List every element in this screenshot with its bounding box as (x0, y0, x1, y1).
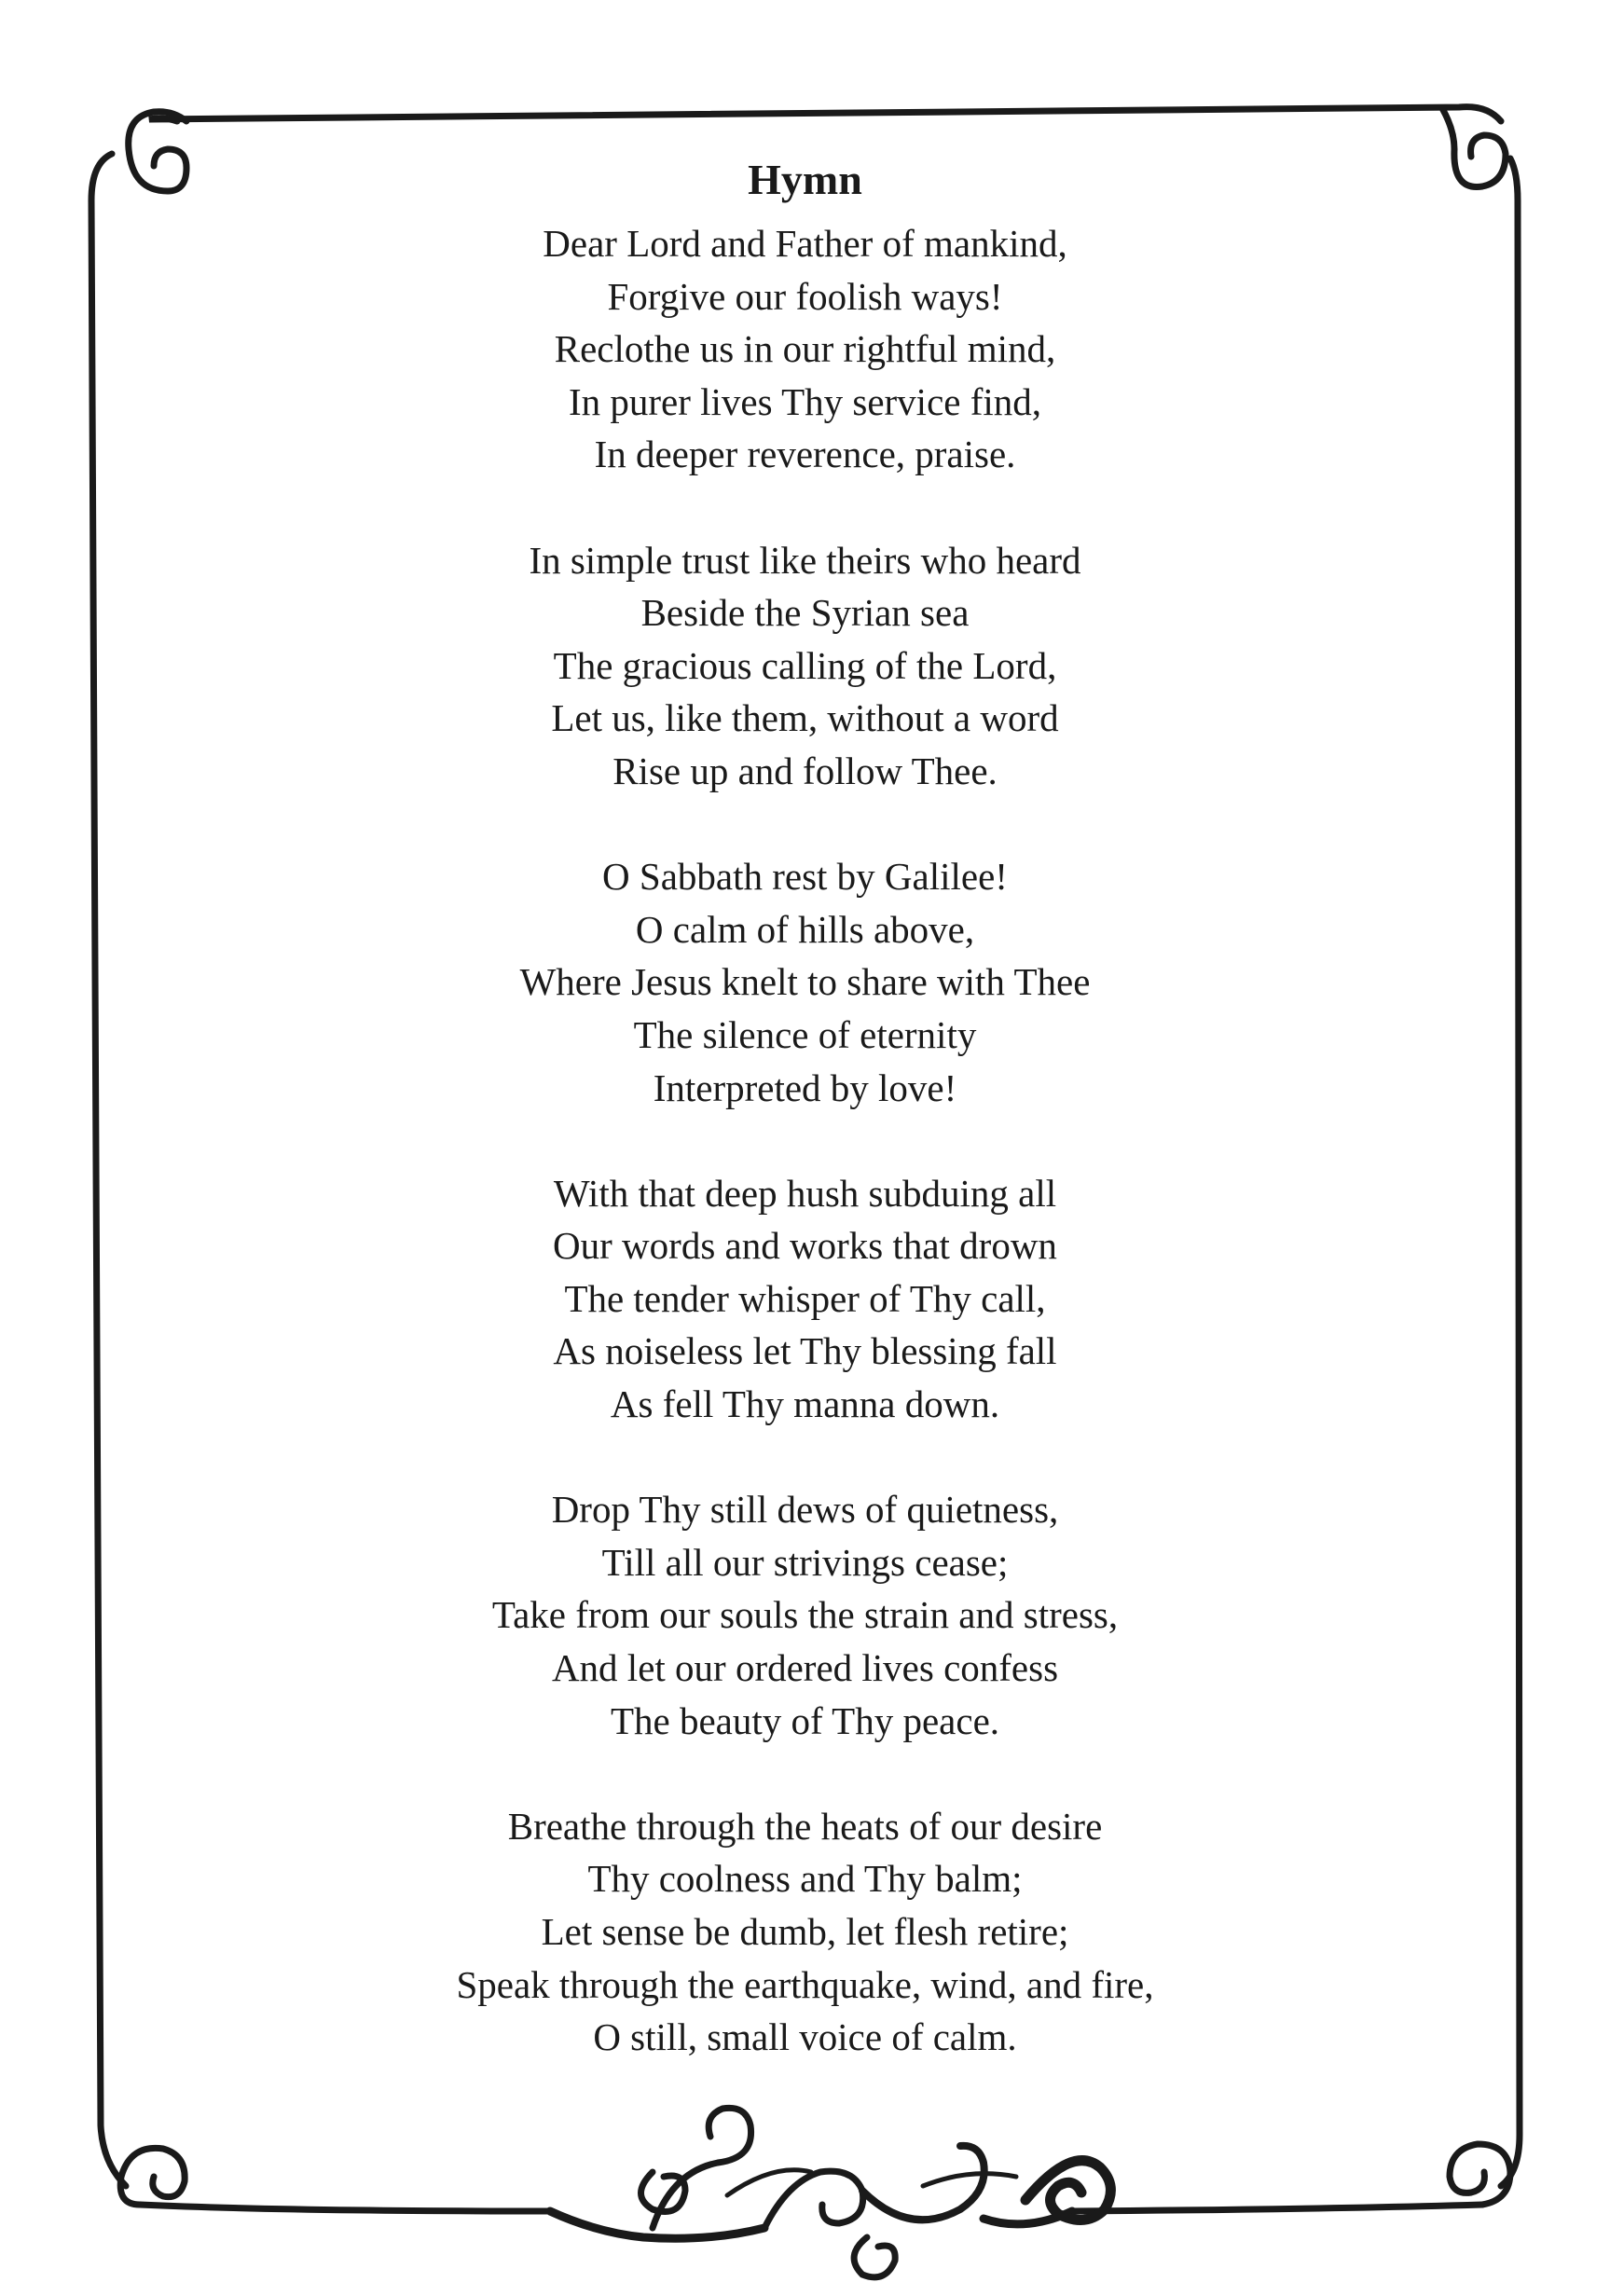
stanza-line: In purer lives Thy service find, (568, 379, 1042, 423)
frame-bottom-left-line (140, 2205, 550, 2211)
stanza-line: Interpreted by love! (653, 1066, 957, 1109)
stanza-line: Rise up and follow Thee. (612, 749, 998, 792)
stanza-line: Dear Lord and Father of mankind, (543, 222, 1067, 265)
stanza-line: Beside the Syrian sea (640, 591, 970, 635)
stanza-line: The tender whisper of Thy call, (564, 1276, 1046, 1320)
stanza-5 (280, 1483, 1330, 1747)
stanza-line: The beauty of Thy peace. (610, 1698, 1000, 1742)
frame-left-line (91, 154, 126, 2186)
stanza-line: Where Jesus knelt to share with Thee (519, 960, 1091, 1004)
stanza-3 (280, 850, 1330, 1114)
page-title: Hymn (748, 156, 862, 203)
frame-bottom-right-line (1072, 2205, 1482, 2211)
stanza-line: O Sabbath rest by Galilee! (602, 855, 1008, 899)
stanza-1 (280, 217, 1330, 481)
stanza-line: Till all our strivings cease; (601, 1540, 1009, 1584)
frame-top-line (149, 107, 1501, 121)
stanza-line: Reclothe us in our rightful mind, (554, 327, 1056, 371)
stanza-line: Let us, like them, without a word (551, 696, 1059, 740)
stanza-6 (280, 1800, 1330, 2064)
bottom-left-curl-icon (120, 2148, 185, 2205)
bottom-right-curl-icon (1450, 2144, 1510, 2205)
stanza-line: In simple trust like theirs who heard (529, 538, 1081, 582)
stanza-2 (280, 534, 1330, 798)
stanza-line: The silence of eternity (633, 1012, 977, 1056)
stanza-line: Take from our souls the strain and stress, (491, 1593, 1119, 1637)
hymn-body (280, 217, 1330, 2064)
stanza-line: Drop Thy still dews of quietness, (551, 1488, 1059, 1532)
stanza-line: Breathe through the heats of our desire (507, 1804, 1103, 1848)
stanza-line: With that deep hush subduing all (553, 1171, 1057, 1215)
stanza-line: Our words and works that drown (553, 1224, 1057, 1268)
frame-right-line (1501, 158, 1520, 2186)
stanza-4 (280, 1167, 1330, 1431)
stanza-line: Forgive our foolish ways! (607, 274, 1003, 318)
stanza-line: And let our ordered lives confess (551, 1646, 1059, 1690)
bottom-flourish-icon (550, 2108, 1110, 2276)
stanza-line: Thy coolness and Thy balm; (587, 1857, 1023, 1901)
stanza-line: As noiseless let Thy blessing fall (553, 1329, 1057, 1373)
stanza-line: Speak through the earthquake, wind, and fire, (456, 1962, 1154, 2006)
stanza-line: In deeper reverence, praise. (594, 433, 1016, 476)
stanza-line: As fell Thy manna down. (610, 1382, 1000, 1426)
stanza-line: O still, small voice of calm. (593, 2015, 1017, 2059)
stanza-line: O calm of hills above, (635, 907, 975, 951)
stanza-line: The gracious calling of the Lord, (553, 643, 1057, 687)
stanza-line: Let sense be dumb, let flesh retire; (541, 1910, 1069, 1953)
